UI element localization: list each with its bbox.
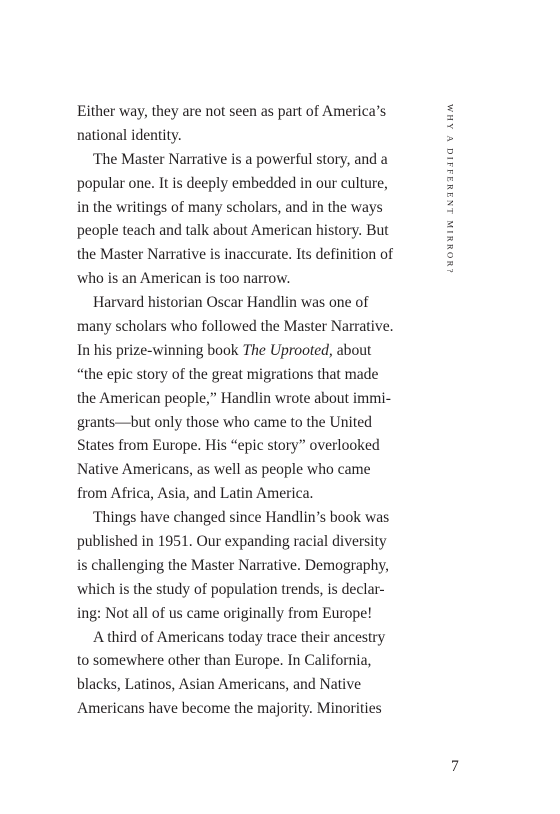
text-line-content: Either way, they are not seen as part of America’s <box>77 103 387 120</box>
text-line <box>77 697 412 721</box>
text-line <box>77 196 412 220</box>
text-line-content: blacks, Latinos, Asian Americans, and Native <box>77 676 362 694</box>
text-line <box>77 219 412 243</box>
text-line-content: In his prize-winning book <box>77 341 243 359</box>
text-line <box>77 626 412 650</box>
text-line <box>77 554 412 578</box>
text-line-content: Things have changed since Handlin’s book was <box>93 509 390 527</box>
text-line <box>77 172 412 196</box>
text-line-content: popular one. It is deeply embedded in our culture, <box>77 174 388 192</box>
text-line <box>77 363 412 387</box>
text-line <box>77 458 412 482</box>
text-line-content: Harvard historian Oscar Handlin was one of <box>93 294 369 312</box>
text-line <box>77 673 412 697</box>
text-line <box>77 315 412 339</box>
text-line-content: ing: Not all of us came originally from Europe! <box>77 604 373 622</box>
text-line-content: Americans have become the majority. Minorities <box>77 700 382 718</box>
text-line <box>77 387 412 411</box>
text-line-content: is challenging the Master Narrative. Demography, <box>77 556 390 574</box>
text-line <box>77 649 412 673</box>
text-line <box>77 578 412 602</box>
text-line <box>77 339 412 363</box>
text-line-content: The Master Narrative is a powerful story, and a <box>93 150 388 168</box>
text-line <box>77 124 412 148</box>
text-line-content: A third of Americans today trace their ancestry <box>93 628 386 646</box>
text-line <box>77 411 412 435</box>
text-line-content: who is an American is too narrow. <box>77 270 291 288</box>
text-line-content: grants—but only those who came to the United <box>77 413 372 431</box>
text-line-content: in the writings of many scholars, and in the ways <box>77 198 383 216</box>
text-line <box>77 530 412 554</box>
text-line <box>77 267 412 291</box>
text-line-content: States from Europe. His “epic story” overlooked <box>77 437 380 455</box>
text-line-content: which is the study of population trends, is declar- <box>77 580 385 598</box>
text-line-content: national identity. <box>77 126 182 144</box>
text-line <box>77 243 412 267</box>
text-line-content: the Master Narrative is inaccurate. Its definition of <box>77 246 394 264</box>
text-line-content: Native Americans, as well as people who came <box>77 461 371 479</box>
text-line-content: people teach and talk about American history. But <box>77 222 389 240</box>
running-head: WHY A DIFFERENT MIRROR? <box>445 104 456 275</box>
text-line-content: about <box>332 341 372 359</box>
text-line <box>77 291 412 315</box>
text-line-content: from Africa, Asia, and Latin America. <box>77 485 314 503</box>
text-line-content: to somewhere other than Europe. In California, <box>77 652 372 670</box>
text-line-content: many scholars who followed the Master Narrative. <box>77 318 394 336</box>
text-line <box>77 506 412 530</box>
page-number: 7 <box>451 758 459 775</box>
text-line <box>77 148 412 172</box>
text-line <box>77 482 412 506</box>
text-line-content: published in 1951. Our expanding racial diversity <box>77 533 387 551</box>
body-text <box>77 100 412 721</box>
text-line <box>77 434 412 458</box>
book-title: The Uprooted, <box>242 341 333 359</box>
text-line-content: “the epic story of the great migrations that made <box>77 365 379 383</box>
text-line <box>77 602 412 626</box>
text-line <box>77 100 412 124</box>
text-line-content: the American people,” Handlin wrote about immi- <box>77 389 391 407</box>
